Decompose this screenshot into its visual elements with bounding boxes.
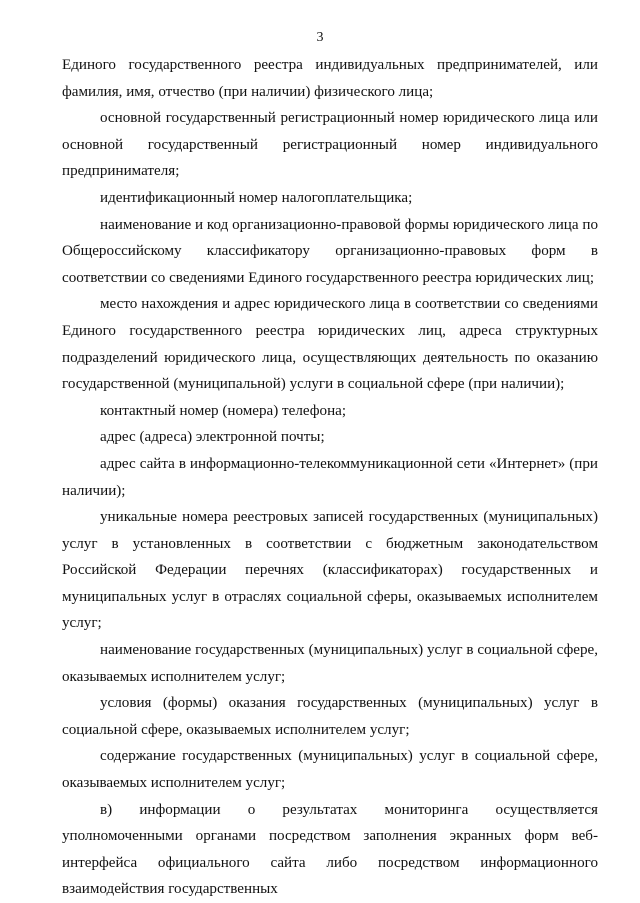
paragraph-5: место нахождения и адрес юридического лица в соответствии со сведениями Единого государственного реестра юридических лиц, адреса структурных подразделений юридического лица, осуществляющих деятельность по оказанию государственной (муниципальной) услуги в социальной сфере (при наличии); [62,296,598,393]
paragraph-10: наименование государственных (муниципальных) услуг в социальной сфере, оказываемых исполнителем услуг; [62,642,598,685]
paragraph-4: наименование и код организационно-правовой формы юридического лица по Общероссийскому классификатору организационно-правовых форм в соответствии со сведениями Единого государственного реестра юридических лиц; [62,216,598,286]
paragraph-9: уникальные номера реестровых записей государственных (муниципальных) услуг в установленных в соответствии с бюджетным законодательством Российской Федерации перечнях (классификаторах) государственных и муниципальных услуг в отраслях социальной сферы, оказываемых исполнителем услуг; [62,509,598,632]
paragraph-3: идентификационный номер налогоплательщика; [100,189,413,206]
document-body [62,52,598,903]
page-number: 3 [316,30,324,45]
paragraph-6: контактный номер (номера) телефона; [100,402,347,419]
paragraph-13: в) информации о результатах мониторинга осуществляется уполномоченными органами посредством заполнения экранных форм веб-интерфейса официального сайта либо посредством информационного взаимодействия государственных [62,801,598,898]
paragraph-8: адрес сайта в информационно-телекоммуникационной сети «Интернет» (при наличии); [62,455,598,499]
paragraph-12: содержание государственных (муниципальных) услуг в социальной сфере, оказываемых исполнителем услуг; [62,748,598,792]
paragraph-11: условия (формы) оказания государственных (муниципальных) услуг в социальной сфере, оказываемых исполнителем услуг; [62,695,598,738]
paragraph-1: Единого государственного реестра индивидуальных предпринимателей, или фамилия, имя, отчество (при наличии) физического лица; [62,57,598,100]
paragraph-7: адрес (адреса) электронной почты; [100,429,325,446]
paragraph-2: основной государственный регистрационный номер юридического лица или основной государственный регистрационный номер индивидуального предпринимателя; [62,110,598,180]
